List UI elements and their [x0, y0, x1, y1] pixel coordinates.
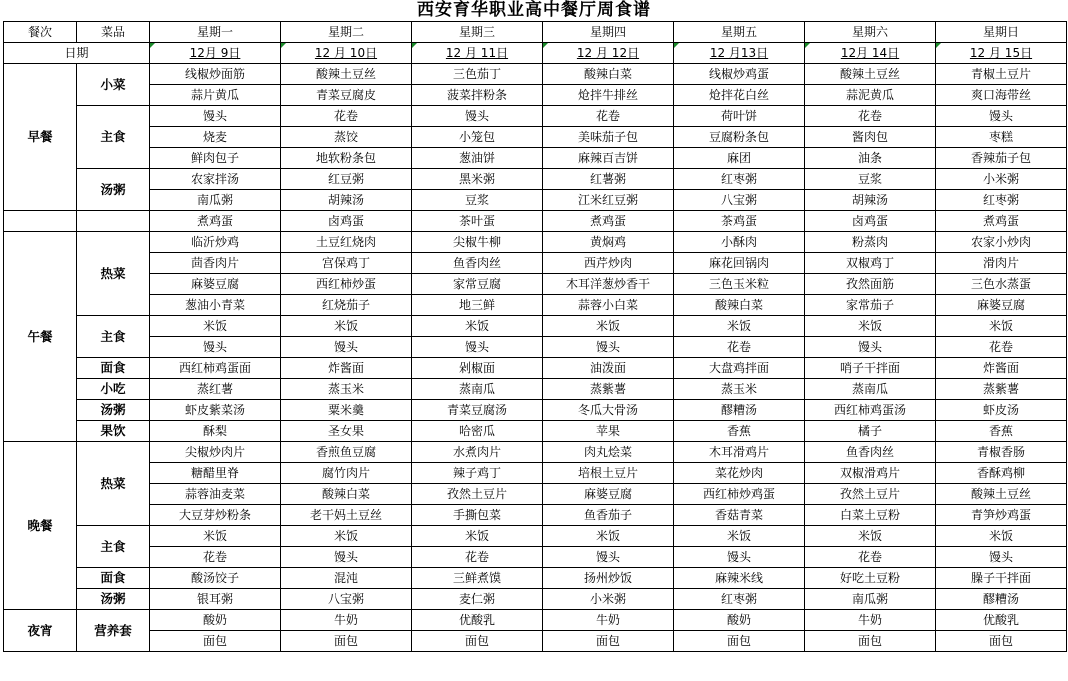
table-row: [4, 85, 1067, 106]
dish-cell: 馒头: [674, 547, 805, 568]
dish-cell: 酸辣土豆丝: [805, 64, 936, 85]
dish-cell: 混沌: [281, 568, 412, 589]
dish-cell: 米饭: [281, 316, 412, 337]
dish-cell: 辣子鸡丁: [412, 463, 543, 484]
dish-cell: 美味茄子包: [543, 127, 674, 148]
night-meal-label: 夜宵: [4, 610, 77, 652]
dish-cell: 鱼香肉丝: [412, 253, 543, 274]
dish-cell: 糖醋里脊: [150, 463, 281, 484]
dish-cell: 酸辣白菜: [674, 295, 805, 316]
dish-cell: 香蕉: [936, 421, 1067, 442]
dish-cell: 地软粉条包: [281, 148, 412, 169]
table-row: [4, 442, 1067, 463]
dish-cell: 临沂炒鸡: [150, 232, 281, 253]
category-label: 汤粥: [77, 169, 150, 211]
date-text: 12月 14日: [840, 46, 900, 60]
dish-cell: 花卷: [281, 106, 412, 127]
dish-cell: 面包: [543, 631, 674, 652]
dish-cell: 线椒炒面筋: [150, 64, 281, 85]
dish-cell: 牛奶: [543, 610, 674, 631]
dish-cell: 三色水蒸蛋: [936, 274, 1067, 295]
dish-cell: 滑肉片: [936, 253, 1067, 274]
dish-cell: 米饭: [674, 526, 805, 547]
day-header: 星期六: [805, 22, 936, 43]
table-row: [4, 358, 1067, 379]
dish-cell: 荷叶饼: [674, 106, 805, 127]
dish-cell: 馒头: [543, 547, 674, 568]
date-text: 12 月 12日: [576, 46, 640, 60]
dish-cell: 白菜土豆粉: [805, 505, 936, 526]
dish-cell: 面包: [281, 631, 412, 652]
date-cell: [805, 43, 936, 64]
table-row: [4, 484, 1067, 505]
dish-cell: 香辣茄子包: [936, 148, 1067, 169]
dish-cell: 油泼面: [543, 358, 674, 379]
dish-cell: 扬州炒饭: [543, 568, 674, 589]
dish-cell: 红豆粥: [281, 169, 412, 190]
dish-cell: 油条: [805, 148, 936, 169]
table-row: [4, 631, 1067, 652]
dish-cell: 黄焖鸡: [543, 232, 674, 253]
dish-cell: 优酸乳: [412, 610, 543, 631]
dish-cell: 红枣粥: [674, 589, 805, 610]
dish-cell: 胡辣汤: [805, 190, 936, 211]
table-row: [4, 505, 1067, 526]
dish-cell: 麻婆豆腐: [936, 295, 1067, 316]
dish-cell: 米饭: [674, 316, 805, 337]
dish-cell: 鱼香肉丝: [805, 442, 936, 463]
dish-cell: 蒸紫薯: [936, 379, 1067, 400]
dish-cell: 蒸玉米: [281, 379, 412, 400]
table-row: [4, 547, 1067, 568]
table-row: [4, 64, 1067, 85]
dish-cell: 菜花炒肉: [674, 463, 805, 484]
dish-cell: 酱肉包: [805, 127, 936, 148]
table-row: [4, 421, 1067, 442]
dish-cell: 米饭: [936, 316, 1067, 337]
dish-cell: 青椒香肠: [936, 442, 1067, 463]
dish-cell: 江米红豆粥: [543, 190, 674, 211]
dish-cell: 红烧茄子: [281, 295, 412, 316]
dish-cell: 卤鸡蛋: [805, 211, 936, 232]
table-row: [4, 316, 1067, 337]
dish-cell: 枣糕: [936, 127, 1067, 148]
dish-cell: 西红柿鸡蛋面: [150, 358, 281, 379]
dish-cell: 土豆红烧肉: [281, 232, 412, 253]
breakfast-meal-label: 早餐: [4, 64, 77, 211]
dish-cell: 米饭: [805, 526, 936, 547]
dish-cell: 面包: [674, 631, 805, 652]
day-header: 星期五: [674, 22, 805, 43]
dish-cell: 腐竹肉片: [281, 463, 412, 484]
dish-cell: 虾皮紫菜汤: [150, 400, 281, 421]
dish-cell: 酸辣白菜: [281, 484, 412, 505]
dish-cell: 面包: [936, 631, 1067, 652]
dish-cell: 麻辣米线: [674, 568, 805, 589]
dish-cell: 花卷: [936, 337, 1067, 358]
dish-cell: 蒜片黄瓜: [150, 85, 281, 106]
dish-cell: 豆腐粉条包: [674, 127, 805, 148]
dish-cell: 大盘鸡拌面: [674, 358, 805, 379]
category-label: 汤粥: [77, 589, 150, 610]
dish-cell: 茴香肉片: [150, 253, 281, 274]
date-text: 12 月13日: [709, 46, 769, 60]
dish-cell: 三鲜煮馍: [412, 568, 543, 589]
date-text: 12 月 15日: [969, 46, 1033, 60]
table-row: [4, 190, 1067, 211]
dish-cell: 馒头: [805, 337, 936, 358]
dish-cell: 红薯粥: [543, 169, 674, 190]
dish-cell: 蒜泥黄瓜: [805, 85, 936, 106]
dish-cell: 麻婆豆腐: [150, 274, 281, 295]
dish-cell: 青菜豆腐汤: [412, 400, 543, 421]
dish-cell: 八宝粥: [281, 589, 412, 610]
dish-cell: 青椒土豆片: [936, 64, 1067, 85]
dish-cell: 哨子干拌面: [805, 358, 936, 379]
dish-cell: 胡辣汤: [281, 190, 412, 211]
dish-cell: 红枣粥: [936, 190, 1067, 211]
dish-cell: 孜然土豆片: [412, 484, 543, 505]
dish-cell: 葱油饼: [412, 148, 543, 169]
dish-cell: 农家拌汤: [150, 169, 281, 190]
date-label: 日期: [4, 43, 150, 64]
dish-cell: 馒头: [150, 106, 281, 127]
dish-cell: 面包: [150, 631, 281, 652]
dish-cell: 小米粥: [543, 589, 674, 610]
table-row: [4, 589, 1067, 610]
dish-cell: 香菇青菜: [674, 505, 805, 526]
day-header: 星期三: [412, 22, 543, 43]
dish-cell: 大豆芽炒粉条: [150, 505, 281, 526]
date-row: [4, 43, 1067, 64]
dish-cell: 红枣粥: [674, 169, 805, 190]
dish-cell: 农家小炒肉: [936, 232, 1067, 253]
dish-cell: 粟米羹: [281, 400, 412, 421]
category-label: 营养套: [77, 610, 150, 652]
dish-cell: 炝拌牛排丝: [543, 85, 674, 106]
dish-cell: 豆浆: [412, 190, 543, 211]
header-row: [4, 22, 1067, 43]
dish-cell: 水煮肉片: [412, 442, 543, 463]
dish-cell: 八宝粥: [674, 190, 805, 211]
dish-cell: 煮鸡蛋: [150, 211, 281, 232]
dish-cell: 臊子干拌面: [936, 568, 1067, 589]
dish-cell: 豆浆: [805, 169, 936, 190]
category-label: 果饮: [77, 421, 150, 442]
dish-cell: 双椒鸡丁: [805, 253, 936, 274]
dish-cell: 酸辣土豆丝: [936, 484, 1067, 505]
table-row: [4, 274, 1067, 295]
dish-cell: 三色茄丁: [412, 64, 543, 85]
dish-cell: 炸酱面: [936, 358, 1067, 379]
dish-cell: 苹果: [543, 421, 674, 442]
dish-cell: 米饭: [543, 526, 674, 547]
dish-cell: 蒸饺: [281, 127, 412, 148]
dish-cell: 蒸红薯: [150, 379, 281, 400]
dish-cell: 尖椒牛柳: [412, 232, 543, 253]
table-row: [4, 400, 1067, 421]
table-row: [4, 253, 1067, 274]
dish-cell: 花卷: [805, 106, 936, 127]
dish-cell: 培根土豆片: [543, 463, 674, 484]
dish-cell: 花卷: [674, 337, 805, 358]
dish-cell: 银耳粥: [150, 589, 281, 610]
date-cell: [543, 43, 674, 64]
dish-cell: 木耳滑鸡片: [674, 442, 805, 463]
page-title: 西安育华职业高中餐厅周食谱: [417, 0, 651, 20]
dish-header: 菜品: [77, 22, 150, 43]
table-row: [4, 568, 1067, 589]
dish-cell: 粉蒸肉: [805, 232, 936, 253]
dish-cell: 鱼香茄子: [543, 505, 674, 526]
dish-cell: 西红柿炒蛋: [281, 274, 412, 295]
dish-cell: 米饭: [281, 526, 412, 547]
dish-cell: 小米粥: [936, 169, 1067, 190]
dish-cell: 茶叶蛋: [412, 211, 543, 232]
dish-cell: 虾皮汤: [936, 400, 1067, 421]
dish-cell: 花卷: [150, 547, 281, 568]
dish-cell: 花卷: [543, 106, 674, 127]
day-header: 星期日: [936, 22, 1067, 43]
dish-cell: 蒸玉米: [674, 379, 805, 400]
dish-cell: 鲜肉包子: [150, 148, 281, 169]
dish-cell: 冬瓜大骨汤: [543, 400, 674, 421]
category-label: 小吃: [77, 379, 150, 400]
category-label: 面食: [77, 358, 150, 379]
dish-cell: 西红柿炒鸡蛋: [674, 484, 805, 505]
dish-cell: 好吃土豆粉: [805, 568, 936, 589]
dish-cell: 煮鸡蛋: [543, 211, 674, 232]
dish-cell: 家常豆腐: [412, 274, 543, 295]
dish-cell: 双椒滑鸡片: [805, 463, 936, 484]
dish-cell: 圣女果: [281, 421, 412, 442]
dish-cell: 葱油小青菜: [150, 295, 281, 316]
dish-cell: 香煎鱼豆腐: [281, 442, 412, 463]
dish-cell: 面包: [412, 631, 543, 652]
dish-cell: 家常茄子: [805, 295, 936, 316]
dish-cell: 小酥肉: [674, 232, 805, 253]
category-label: 主食: [77, 106, 150, 169]
dish-cell: 酸汤饺子: [150, 568, 281, 589]
dish-cell: 线椒炒鸡蛋: [674, 64, 805, 85]
dish-cell: 小笼包: [412, 127, 543, 148]
date-text: 12 月 10日: [314, 46, 378, 60]
empty-cell: [77, 211, 150, 232]
dish-cell: 蒸南瓜: [805, 379, 936, 400]
dish-cell: 西红柿鸡蛋汤: [805, 400, 936, 421]
category-label: 主食: [77, 526, 150, 568]
dish-cell: 孜然土豆片: [805, 484, 936, 505]
dish-cell: 牛奶: [805, 610, 936, 631]
dinner-meal-label: 晚餐: [4, 442, 77, 610]
egg-row: [4, 211, 1067, 232]
date-cell: [674, 43, 805, 64]
dish-cell: 米饭: [805, 316, 936, 337]
dish-cell: 木耳洋葱炒香干: [543, 274, 674, 295]
dish-cell: 馒头: [543, 337, 674, 358]
day-header: 星期二: [281, 22, 412, 43]
dish-cell: 米饭: [936, 526, 1067, 547]
dish-cell: 尖椒炒肉片: [150, 442, 281, 463]
dish-cell: 橘子: [805, 421, 936, 442]
dish-cell: 麻花回锅肉: [674, 253, 805, 274]
dish-cell: 米饭: [412, 526, 543, 547]
table-row: [4, 106, 1067, 127]
dish-cell: 面包: [805, 631, 936, 652]
dish-cell: 茶鸡蛋: [674, 211, 805, 232]
dish-cell: 地三鲜: [412, 295, 543, 316]
dish-cell: 香酥鸡柳: [936, 463, 1067, 484]
table-row: [4, 610, 1067, 631]
menu-table: [3, 21, 1067, 652]
dish-cell: 馒头: [150, 337, 281, 358]
dish-cell: 炝拌花白丝: [674, 85, 805, 106]
dish-cell: 麻婆豆腐: [543, 484, 674, 505]
dish-cell: 米饭: [150, 526, 281, 547]
category-label: 面食: [77, 568, 150, 589]
dish-cell: 酸奶: [150, 610, 281, 631]
dish-cell: 馒头: [936, 106, 1067, 127]
dish-cell: 卤鸡蛋: [281, 211, 412, 232]
dish-cell: 麦仁粥: [412, 589, 543, 610]
category-label: 汤粥: [77, 400, 150, 421]
dish-cell: 花卷: [412, 547, 543, 568]
dish-cell: 麻团: [674, 148, 805, 169]
dish-cell: 南瓜粥: [805, 589, 936, 610]
meal-header: 餐次: [4, 22, 77, 43]
dish-cell: 馒头: [412, 337, 543, 358]
dish-cell: 馒头: [281, 547, 412, 568]
dish-cell: 酸辣白菜: [543, 64, 674, 85]
table-row: [4, 526, 1067, 547]
dish-cell: 孜然面筋: [805, 274, 936, 295]
dish-cell: 馒头: [412, 106, 543, 127]
dish-cell: 醪糟汤: [674, 400, 805, 421]
dish-cell: 黑米粥: [412, 169, 543, 190]
dish-cell: 老干妈土豆丝: [281, 505, 412, 526]
category-label: 热菜: [77, 232, 150, 316]
dish-cell: 酥梨: [150, 421, 281, 442]
dish-cell: 菠菜拌粉条: [412, 85, 543, 106]
dish-cell: 酸辣土豆丝: [281, 64, 412, 85]
day-header: 星期四: [543, 22, 674, 43]
table-row: [4, 337, 1067, 358]
dish-cell: 哈密瓜: [412, 421, 543, 442]
dish-cell: 炸酱面: [281, 358, 412, 379]
dish-cell: 馒头: [936, 547, 1067, 568]
table-row: [4, 295, 1067, 316]
date-cell: [281, 43, 412, 64]
dish-cell: 米饭: [412, 316, 543, 337]
category-label: 小菜: [77, 64, 150, 106]
dish-cell: 煮鸡蛋: [936, 211, 1067, 232]
day-header: 星期一: [150, 22, 281, 43]
dish-cell: 青笋炒鸡蛋: [936, 505, 1067, 526]
category-label: 主食: [77, 316, 150, 358]
dish-cell: 宫保鸡丁: [281, 253, 412, 274]
dish-cell: 香蕉: [674, 421, 805, 442]
date-cell: [936, 43, 1067, 64]
table-row: [4, 148, 1067, 169]
date-cell: [412, 43, 543, 64]
lunch-meal-label: 午餐: [4, 232, 77, 442]
dish-cell: 蒜蓉小白菜: [543, 295, 674, 316]
table-row: [4, 463, 1067, 484]
table-row: [4, 232, 1067, 253]
table-row: [4, 379, 1067, 400]
table-row: [4, 169, 1067, 190]
dish-cell: 爽口海带丝: [936, 85, 1067, 106]
dish-cell: 蒸南瓜: [412, 379, 543, 400]
dish-cell: 牛奶: [281, 610, 412, 631]
dish-cell: 优酸乳: [936, 610, 1067, 631]
dish-cell: 酸奶: [674, 610, 805, 631]
category-label: 热菜: [77, 442, 150, 526]
dish-cell: 青菜豆腐皮: [281, 85, 412, 106]
empty-cell: [4, 211, 77, 232]
dish-cell: 三色玉米粒: [674, 274, 805, 295]
date-text: 12月 9日: [189, 46, 241, 60]
table-row: [4, 127, 1067, 148]
dish-cell: 醪糟汤: [936, 589, 1067, 610]
date-text: 12 月 11日: [445, 46, 509, 60]
dish-cell: 米饭: [543, 316, 674, 337]
dish-cell: 蒜蓉油麦菜: [150, 484, 281, 505]
dish-cell: 西芹炒肉: [543, 253, 674, 274]
dish-cell: 肉丸烩菜: [543, 442, 674, 463]
dish-cell: 花卷: [805, 547, 936, 568]
dish-cell: 馒头: [281, 337, 412, 358]
date-cell: [150, 43, 281, 64]
dish-cell: 南瓜粥: [150, 190, 281, 211]
dish-cell: 麻辣百吉饼: [543, 148, 674, 169]
dish-cell: 剁椒面: [412, 358, 543, 379]
dish-cell: 蒸紫薯: [543, 379, 674, 400]
dish-cell: 烧麦: [150, 127, 281, 148]
dish-cell: 米饭: [150, 316, 281, 337]
dish-cell: 手撕包菜: [412, 505, 543, 526]
